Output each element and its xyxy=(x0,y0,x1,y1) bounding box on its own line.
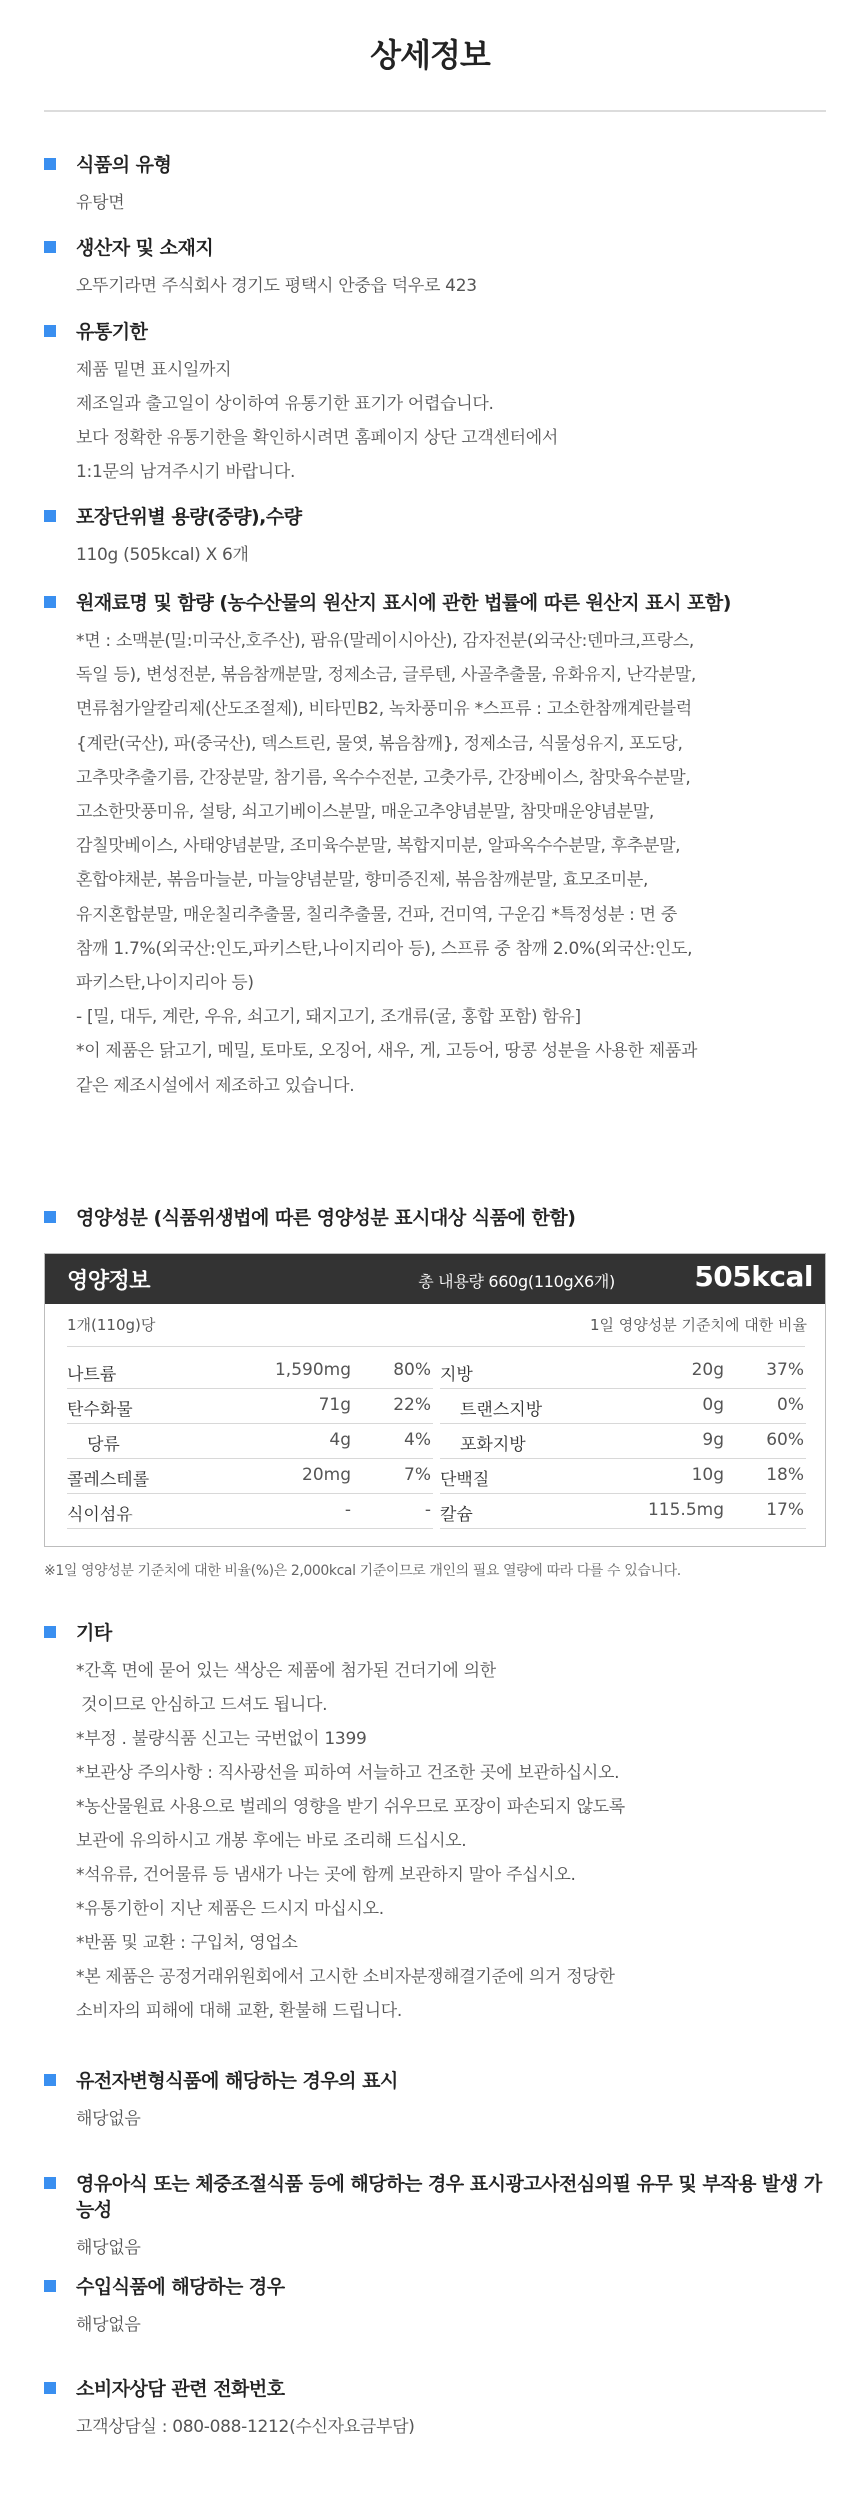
section-package xyxy=(44,504,826,572)
bullet-square-icon xyxy=(44,510,56,522)
section-body-line: 것이므로 안심하고 드셔도 됩니다. xyxy=(76,1695,328,1715)
nutrition-divider xyxy=(67,1346,805,1347)
section-nutrition xyxy=(44,1205,826,1231)
section-heading-text: 영유아식 또는 체중조절식품 등에 해당하는 경우 표시광고사전심의필 유무 및 부작용 발생 가능성 xyxy=(76,2173,822,2221)
nutrient-name: 콜레스테롤 xyxy=(67,1470,150,1490)
nutrient-daily-percent: 4% xyxy=(404,1430,431,1450)
section-body-line: *보관상 주의사항 : 직사광선을 피하여 서늘하고 건조한 곳에 보관하십시오. xyxy=(76,1763,620,1783)
nutrient-name: 포화지방 xyxy=(460,1435,526,1455)
nutrient-amount: 20mg xyxy=(302,1465,351,1485)
nutrient-name: 칼슘 xyxy=(440,1505,473,1525)
nutrient-daily-percent: 7% xyxy=(404,1465,431,1485)
section-body xyxy=(44,2308,826,2342)
section-body-line: 제품 밑면 표시일까지 xyxy=(76,360,232,380)
section-body-line: 유탕면 xyxy=(76,193,125,213)
section-heading-text: 유전자변형식품에 해당하는 경우의 표시 xyxy=(76,2070,398,2092)
section-heading xyxy=(44,2376,826,2402)
section-body-line: *면 : 소맥분(밀:미국산,호주산), 팜유(말레이시아산), 감자전분(외국산:덴마크,프랑스, xyxy=(76,631,694,651)
nutrient-daily-percent: 0% xyxy=(777,1395,804,1415)
section-body xyxy=(44,186,826,220)
section-body-line: {계란(국산), 파(중국산), 덱스트린, 물엿, 볶음참깨}, 정제소금, 식물성유지, 포도당, xyxy=(76,733,683,754)
section-heading-text: 유통기한 xyxy=(76,321,148,343)
bullet-square-icon xyxy=(44,2382,56,2394)
section-body-line: 1:1문의 남겨주시기 바랍니다. xyxy=(76,462,296,482)
nutrition-subheader xyxy=(67,1314,807,1338)
section-body-line: 110g (505kcal) X 6개 xyxy=(76,545,249,565)
nutrition-kcal: 505kcal xyxy=(694,1260,813,1293)
nutrition-header xyxy=(45,1254,825,1304)
section-body-line: 제조일과 출고일이 상이하여 유통기한 표기가 어렵습니다. xyxy=(76,394,494,414)
nutrition-total-content: 총 내용량 660g(110gX6개) xyxy=(418,1272,615,1291)
section-body-line: *이 제품은 닭고기, 메밀, 토마토, 오징어, 새우, 게, 고등어, 땅콩 성분을 사용한 제품과 xyxy=(76,1041,698,1062)
section-body xyxy=(44,624,826,1103)
nutrient-daily-percent: 80% xyxy=(393,1360,431,1380)
nutrition-facts-table xyxy=(44,1253,826,1547)
section-body-line: 면류첨가알칼리제(산도조절제), 비타민B2, 녹차풍미유 *스프류 : 고소한참깨계란블럭 xyxy=(76,699,692,720)
section-consumer-contact xyxy=(44,2376,826,2444)
section-heading xyxy=(44,2274,826,2300)
nutrient-name: 식이섬유 xyxy=(67,1505,133,1525)
nutrition-row xyxy=(67,1459,433,1494)
nutrient-daily-percent: 60% xyxy=(766,1430,804,1450)
section-other xyxy=(44,1620,826,2028)
bullet-square-icon xyxy=(44,1211,56,1223)
section-body-line: - [밀, 대두, 계란, 우유, 쇠고기, 돼지고기, 조개류(굴, 홍합 포함) 함유] xyxy=(76,1007,581,1028)
section-heading-text: 생산자 및 소재지 xyxy=(76,237,214,259)
section-body-line: *부정 . 불량식품 신고는 국번없이 1399 xyxy=(76,1729,367,1749)
nutrient-daily-percent: 22% xyxy=(393,1395,431,1415)
section-heading xyxy=(44,152,826,178)
nutrient-amount: - xyxy=(344,1500,351,1520)
nutrition-row xyxy=(67,1494,433,1529)
nutrient-name: 탄수화물 xyxy=(67,1400,133,1420)
nutrition-row xyxy=(440,1389,806,1424)
nutrition-row xyxy=(440,1494,806,1529)
section-body-line: 유지혼합분말, 매운칠리추출물, 칠리추출물, 건파, 건미역, 구운김 *특정성분 : 면 중 xyxy=(76,904,677,925)
section-heading xyxy=(44,1205,826,1231)
section-food-type xyxy=(44,152,826,220)
nutrient-name: 지방 xyxy=(440,1365,473,1385)
section-body-line: 감칠맛베이스, 사태양념분말, 조미육수분말, 복합지미분, 알파옥수수분말, 후추분말, xyxy=(76,836,681,857)
section-body-line: *석유류, 건어물류 등 냄새가 나는 곳에 함께 보관하지 말아 주십시오. xyxy=(76,1865,576,1885)
bullet-square-icon xyxy=(44,2177,56,2189)
nutrition-footnote: ※1일 영양성분 기준치에 대한 비율(%)은 2,000kcal 기준이므로 개인의 필요 열량에 따라 다를 수 있습니다. xyxy=(44,1563,681,1579)
section-body-line: 파키스탄,나이지리아 등) xyxy=(76,973,254,994)
per-serving-label: 1개(110g)당 xyxy=(67,1316,156,1334)
nutrition-row xyxy=(67,1389,433,1424)
bullet-square-icon xyxy=(44,596,56,608)
section-body-line: *본 제품은 공정거래위원회에서 고시한 소비자분쟁해결기준에 의거 정당한 xyxy=(76,1967,615,1987)
nutrient-amount: 115.5mg xyxy=(647,1500,724,1520)
section-body xyxy=(44,2102,826,2136)
nutrient-amount: 10g xyxy=(691,1465,724,1485)
nutrition-row xyxy=(440,1354,806,1389)
section-body-line: *농산물원료 사용으로 벌레의 영향을 받기 쉬우므로 포장이 파손되지 않도록 xyxy=(76,1797,625,1817)
section-heading xyxy=(44,2068,826,2094)
nutrition-column-left xyxy=(67,1354,433,1529)
section-heading-text: 원재료명 및 함량 (농수산물의 원산지 표시에 관한 법률에 따른 원산지 표시 포함) xyxy=(76,592,731,614)
daily-ratio-label: 1일 영양성분 기준치에 대한 비율 xyxy=(590,1316,807,1334)
section-body-line: 보관에 유의하시고 개봉 후에는 바로 조리해 드십시오. xyxy=(76,1831,467,1851)
section-heading-text: 식품의 유형 xyxy=(76,154,172,176)
section-body-line: 해당없음 xyxy=(76,2238,141,2258)
nutrient-daily-percent: 18% xyxy=(766,1465,804,1485)
nutrient-daily-percent: - xyxy=(424,1500,431,1520)
nutrient-amount: 20g xyxy=(691,1360,724,1380)
section-heading xyxy=(44,1620,826,1646)
section-infant-diet xyxy=(44,2171,826,2265)
section-heading-text: 수입식품에 해당하는 경우 xyxy=(76,2276,285,2298)
nutrient-amount: 9g xyxy=(702,1430,724,1450)
section-body xyxy=(44,2231,826,2265)
section-body-line: *유통기한이 지난 제품은 드시지 마십시오. xyxy=(76,1899,384,1919)
section-body-line: 독일 등), 변성전분, 볶음참깨분말, 정제소금, 글루텐, 사골추출물, 유화유지, 난각분말, xyxy=(76,665,697,686)
nutrition-column-right xyxy=(440,1354,806,1529)
nutrition-row xyxy=(67,1424,433,1459)
section-body xyxy=(44,1654,826,2028)
section-ingredients xyxy=(44,590,826,1103)
section-body-line: 해당없음 xyxy=(76,2109,141,2129)
page-title: 상세정보 xyxy=(370,36,490,74)
nutrition-row xyxy=(67,1354,433,1389)
nutrient-amount: 71g xyxy=(318,1395,351,1415)
nutrient-daily-percent: 17% xyxy=(766,1500,804,1520)
nutrient-amount: 0g xyxy=(702,1395,724,1415)
section-body-line: 오뚜기라면 주식회사 경기도 평택시 안중읍 덕우로 423 xyxy=(76,276,477,296)
section-body-line: 참깨 1.7%(외국산:인도,파키스탄,나이지리아 등), 스프류 중 참깨 2.0%(외국산:인도, xyxy=(76,938,693,959)
title-divider xyxy=(44,110,826,112)
section-body-line: 소비자의 피해에 대해 교환, 환불해 드립니다. xyxy=(76,2001,402,2021)
section-heading-text: 포장단위별 용량(중량),수량 xyxy=(76,506,302,528)
section-producer xyxy=(44,235,826,303)
section-heading xyxy=(44,2171,826,2223)
section-heading xyxy=(44,504,826,530)
nutrient-name: 단백질 xyxy=(440,1470,490,1490)
section-heading-text: 기타 xyxy=(76,1622,112,1644)
nutrient-amount: 1,590mg xyxy=(274,1360,351,1380)
section-heading xyxy=(44,319,826,345)
bullet-square-icon xyxy=(44,2074,56,2086)
section-body-line: 보다 정확한 유통기한을 확인하시려면 홈페이지 상단 고객센터에서 xyxy=(76,428,559,448)
nutrient-name: 트랜스지방 xyxy=(460,1400,543,1420)
nutrition-row xyxy=(440,1459,806,1494)
section-body-line: 고소한맛풍미유, 설탕, 쇠고기베이스분말, 매운고추양념분말, 참맛매운양념분말, xyxy=(76,802,654,823)
section-heading xyxy=(44,235,826,261)
section-body-line: *반품 및 교환 : 구입처, 영업소 xyxy=(76,1933,298,1953)
section-body xyxy=(44,269,826,303)
section-body-line: 고추맛추출기름, 간장분말, 참기름, 옥수수전분, 고춧가루, 간장베이스, 참맛육수분말, xyxy=(76,767,691,788)
section-body-line: *간혹 면에 묻어 있는 색상은 제품에 첨가된 건더기에 의한 xyxy=(76,1661,496,1681)
section-heading-text: 영양성분 (식품위생법에 따른 영양성분 표시대상 식품에 한함) xyxy=(76,1207,576,1229)
bullet-square-icon xyxy=(44,241,56,253)
section-imported xyxy=(44,2274,826,2342)
nutrient-name: 당류 xyxy=(87,1435,120,1455)
nutrient-name: 나트륨 xyxy=(67,1365,117,1385)
nutrient-amount: 4g xyxy=(329,1430,351,1450)
bullet-square-icon xyxy=(44,2280,56,2292)
section-gmo xyxy=(44,2068,826,2136)
nutrition-title: 영양정보 xyxy=(67,1269,151,1294)
bullet-square-icon xyxy=(44,158,56,170)
section-body-line: 같은 제조시설에서 제조하고 있습니다. xyxy=(76,1075,355,1096)
section-heading xyxy=(44,590,826,616)
section-body xyxy=(44,353,826,489)
section-body-line: 혼합야채분, 볶음마늘분, 마늘양념분말, 향미증진제, 볶음참깨분말, 효모조미분, xyxy=(76,870,649,891)
bullet-square-icon xyxy=(44,325,56,337)
nutrition-row xyxy=(440,1424,806,1459)
section-body-line: 해당없음 xyxy=(76,2315,141,2335)
nutrient-daily-percent: 37% xyxy=(766,1360,804,1380)
section-heading-text: 소비자상담 관련 전화번호 xyxy=(76,2378,285,2400)
section-body-line: 고객상담실 : 080-088-1212(수신자요금부담) xyxy=(76,2417,415,2437)
section-expiry xyxy=(44,319,826,489)
section-body xyxy=(44,2410,826,2444)
section-body xyxy=(44,538,826,572)
bullet-square-icon xyxy=(44,1626,56,1638)
